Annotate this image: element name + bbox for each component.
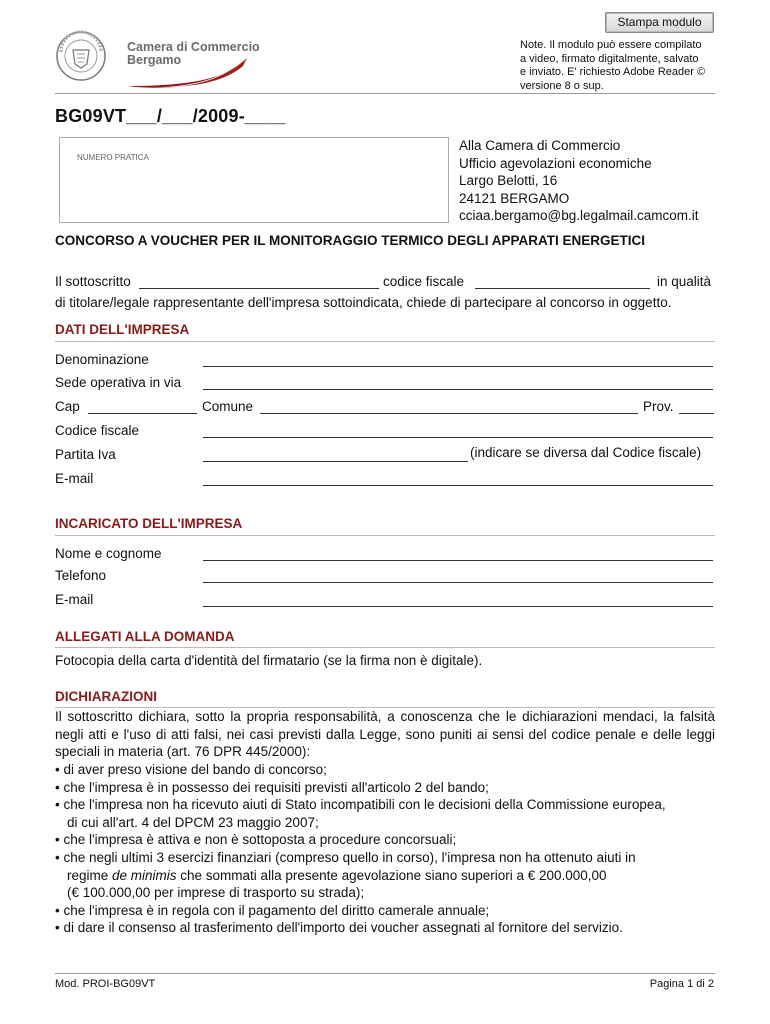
footer-divider — [55, 973, 715, 974]
footer-page-number: Pagina 1 di 2 — [649, 978, 714, 990]
nome-cognome-field[interactable] — [203, 560, 713, 561]
comune-label: Comune — [202, 399, 254, 414]
cap-field[interactable] — [88, 413, 197, 414]
partita-iva-field[interactable] — [203, 461, 468, 462]
allegati-text: Fotocopia della carta d'identità del firmatario (se la firma non è digitale). — [55, 653, 483, 668]
denominazione-label: Denominazione — [55, 352, 149, 367]
codice-fiscale-impresa-field[interactable] — [203, 437, 713, 438]
sottoscritto-label: Il sottoscritto — [55, 274, 131, 289]
section-heading-dichiarazioni: DICHIARAZIONI — [55, 689, 157, 704]
in-qualita-label: in qualità — [657, 274, 712, 289]
telefono-field[interactable] — [203, 582, 713, 583]
list-item: • che l'impresa è in possesso dei requisiti previsti all'articolo 2 del bando; — [55, 779, 489, 795]
intro-line2: di titolare/legale rappresentante dell'impresa sottoindicata, chiede di partecipare al concorso in oggetto. — [55, 295, 672, 310]
sede-field[interactable] — [203, 389, 713, 390]
sede-label: Sede operativa in via — [55, 375, 182, 390]
dichiarazioni-intro: Il sottoscritto dichiara, sotto la propria responsabilità, a conoscenza che le dichiarazioni mendaci, la falsità negli atti e l'uso di atti falsi, nei casi previsti dalla Legge, sono puniti ai sensi del codice penale e delle leggi speciali in materia (art. 76 DPR 445/2000): — [55, 709, 715, 760]
prov-field[interactable] — [679, 413, 714, 414]
list-item-continued: (€ 100.000,00 per imprese di trasporto su strada); — [67, 885, 365, 901]
partita-iva-note: (indicare se diversa dal Codice fiscale) — [470, 445, 702, 460]
telefono-label: Telefono — [55, 568, 107, 583]
section-heading-incaricato: INCARICATO DELL'IMPRESA — [55, 516, 243, 531]
denominazione-field[interactable] — [203, 366, 713, 367]
chamber-seal-logo — [55, 30, 107, 82]
section-divider — [55, 535, 715, 536]
list-item-continued: regime de minimis che sommati alla presente agevolazione siano superiori a € 200.000,00 — [67, 867, 607, 883]
pratica-number-field[interactable] — [59, 137, 449, 223]
logo-swoosh — [125, 56, 250, 92]
codice-fiscale-label: codice fiscale — [383, 274, 465, 289]
section-heading-allegati: ALLEGATI ALLA DOMANDA — [55, 629, 235, 644]
header-divider — [55, 93, 715, 94]
email-impresa-label: E-mail — [55, 471, 94, 486]
email-impresa-field[interactable] — [203, 485, 713, 486]
note-text: Note. Il modulo può essere compilato a video, firmato digitalmente, salvato e inviato. E' richiesto Adobe Reader © versione 8 o sup. — [520, 39, 706, 92]
sottoscritto-field[interactable] — [139, 288, 379, 289]
prov-label: Prov. — [643, 399, 674, 414]
cap-label: Cap — [55, 399, 80, 414]
footer-form-code: Mod. PROI-BG09VT — [55, 978, 156, 990]
list-item: • di aver preso visione del bando di concorso; — [55, 762, 327, 777]
print-form-button[interactable]: Stampa modulo — [605, 12, 714, 33]
protocol-code: BG09VT___/___/2009-____ — [55, 106, 286, 126]
form-title: CONCORSO A VOUCHER PER IL MONITORAGGIO TERMICO DEGLI APPARATI ENERGETICI — [55, 233, 646, 248]
list-item: • che l'impresa è attiva e non è sottoposta a procedure concorsuali; — [55, 832, 457, 848]
sottoscritto-codice-fiscale-field[interactable] — [475, 288, 650, 289]
comune-field[interactable] — [260, 413, 638, 414]
partita-iva-label: Partita Iva — [55, 447, 116, 462]
list-item: • che l'impresa è in regola con il pagamento del diritto camerale annuale; — [55, 902, 490, 918]
section-divider — [55, 647, 715, 648]
codice-fiscale-impresa-label: Codice fiscale — [55, 423, 140, 438]
dichiarazioni-list — [55, 761, 715, 937]
section-divider — [55, 341, 715, 342]
list-item: • che l'impresa non ha ricevuto aiuti di Stato incompatibili con le decisioni della Commissione europea, — [55, 797, 666, 813]
list-item-continued: di cui all'art. 4 del DPCM 23 maggio 2007; — [67, 814, 319, 830]
email-incaricato-field[interactable] — [203, 606, 713, 607]
section-heading-dati-impresa: DATI DELL'IMPRESA — [55, 322, 190, 337]
nome-cognome-label: Nome e cognome — [55, 546, 162, 561]
email-incaricato-label: E-mail — [55, 592, 94, 607]
list-item: • che negli ultimi 3 esercizi finanziari (compreso quello in corso), l'impresa non ha ottenuto aiuti in — [55, 849, 636, 865]
logo-text: Camera di Commercio Bergamo — [127, 40, 260, 67]
recipient-address: Alla Camera di Commercio Ufficio agevolazioni economiche Largo Belotti, 16 24121 BERGAMO cciaa.bergamo@bg.legalmail.camcom.it — [459, 138, 699, 224]
pratica-number-label: NUMERO PRATICA — [77, 153, 149, 162]
list-item: • di dare il consenso al trasferimento dell'importo dei voucher assegnati al fornitore del servizio. — [55, 920, 623, 936]
